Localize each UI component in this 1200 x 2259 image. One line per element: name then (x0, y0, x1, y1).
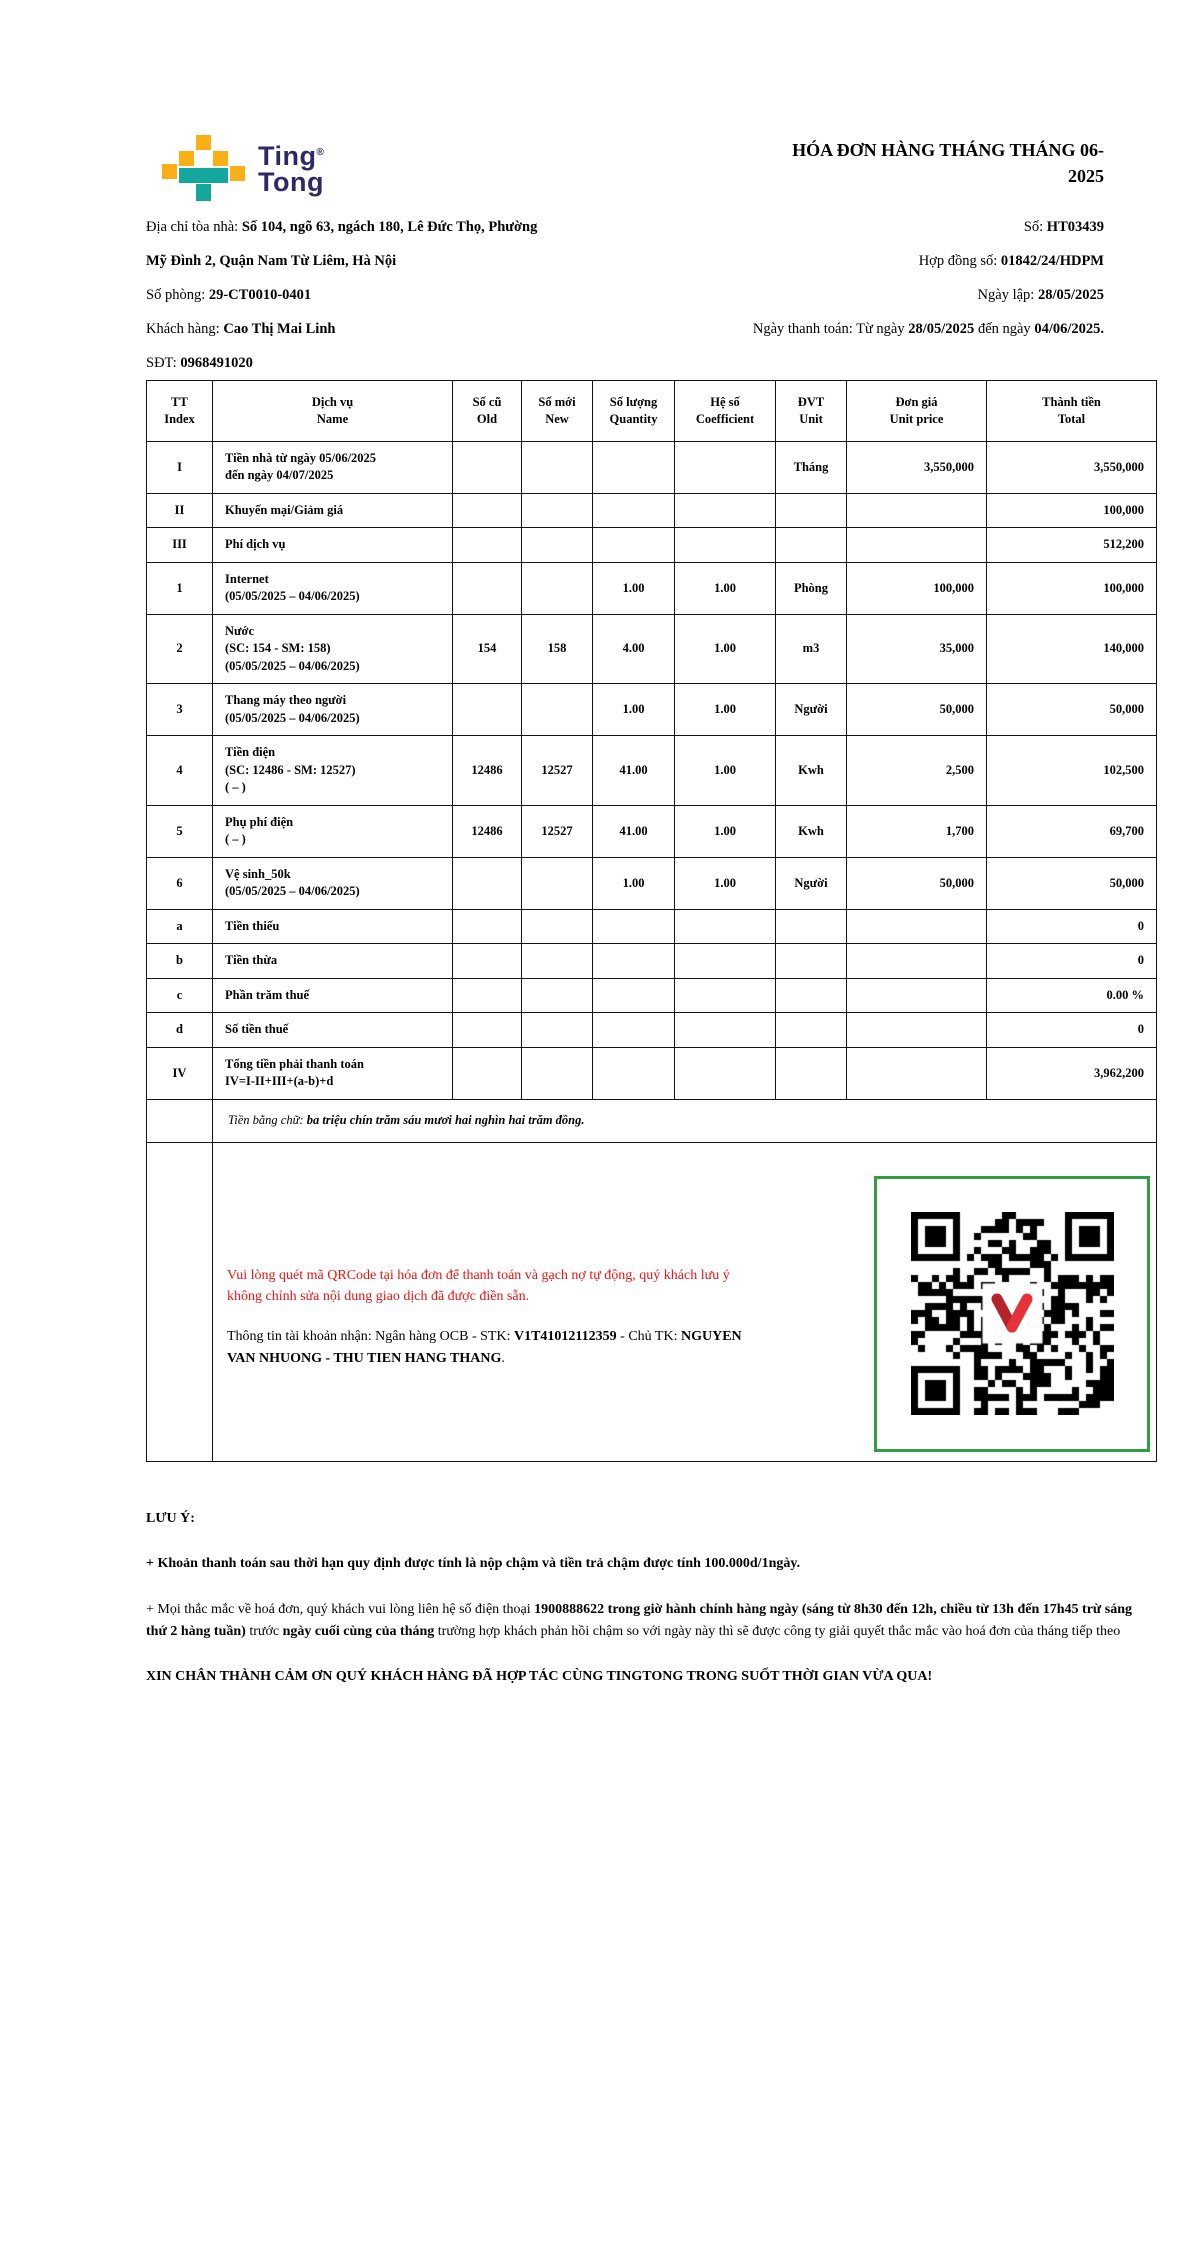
cell-unit (776, 528, 847, 563)
cell-total: 3,550,000 (987, 441, 1157, 493)
contact-note: + Mọi thắc mắc về hoá đơn, quý khách vui lòng liên hệ số điện thoại 1900888622 trong giờ hành chính hàng ngày (sáng từ 8h30 đến 12h, chiều từ 13h đến 17h45 trừ sáng thứ 2 hàng tuần) trước ngày cuối cùng của tháng trường hợp khách phản hồi chậm so với ngày này thì sẽ được công ty giải quyết thắc mắc vào hoá đơn của tháng tiếp theo (146, 1601, 1133, 1639)
col-header-name: Dịch vụ Name (213, 381, 453, 442)
cell-unit: Kwh (776, 805, 847, 857)
cell-unit: Phòng (776, 562, 847, 614)
table-row (147, 614, 1157, 684)
cell-unit: Người (776, 684, 847, 736)
cell-quantity: 1.00 (593, 684, 675, 736)
cell-coefficient: 1.00 (675, 562, 776, 614)
cell-unit (776, 493, 847, 528)
amount-in-words-row (147, 1099, 1157, 1142)
cell-old (453, 493, 522, 528)
building-address-line1: Địa chỉ tòa nhà: Số 104, ngõ 63, ngách 180, Lê Đức Thọ, Phường (146, 219, 538, 235)
cell-coefficient (675, 944, 776, 979)
table-row (147, 736, 1157, 806)
cell-total: 100,000 (987, 562, 1157, 614)
table-row (147, 441, 1157, 493)
cell-old: 12486 (453, 736, 522, 806)
cell-total: 0.00 % (987, 978, 1157, 1013)
cell-old (453, 857, 522, 909)
cell-name: Thang máy theo người (05/05/2025 – 04/06/2025) (213, 684, 453, 736)
cell-name: Tổng tiền phải thanh toán IV=I-II+III+(a-b)+d (213, 1047, 453, 1099)
cell-coefficient (675, 1013, 776, 1048)
invoice-page (146, 0, 1156, 1689)
cell-unit-price: 2,500 (847, 736, 987, 806)
cell-new: 12527 (522, 736, 593, 806)
col-header-quantity: Số lượng Quantity (593, 381, 675, 442)
cell-name: Vệ sinh_50k (05/05/2025 – 04/06/2025) (213, 857, 453, 909)
invoice-table-body (147, 381, 1157, 1100)
tingtong-logo (162, 135, 324, 203)
cell-unit (776, 909, 847, 944)
cell-total: 102,500 (987, 736, 1157, 806)
cell-coefficient (675, 909, 776, 944)
cell-new (522, 909, 593, 944)
table-row (147, 1047, 1157, 1099)
cell-unit: Tháng (776, 441, 847, 493)
cell-total: 0 (987, 1013, 1157, 1048)
page-title: HÓA ĐƠN HÀNG THÁNG THÁNG 06- 2025 (792, 140, 1104, 186)
cell-index (147, 1142, 213, 1461)
payment-instructions (227, 1265, 757, 1388)
col-header-coefficient: Hệ số Coefficient (675, 381, 776, 442)
cell-name: Khuyến mại/Giảm giá (213, 493, 453, 528)
cell-unit-price: 3,550,000 (847, 441, 987, 493)
col-header-old: Số cũ Old (453, 381, 522, 442)
table-row (147, 944, 1157, 979)
cell-new (522, 562, 593, 614)
cell-coefficient: 1.00 (675, 684, 776, 736)
cell-total: 69,700 (987, 805, 1157, 857)
cell-unit (776, 944, 847, 979)
cell-total: 50,000 (987, 857, 1157, 909)
cell-index: II (147, 493, 213, 528)
table-row (147, 857, 1157, 909)
cell-unit (776, 978, 847, 1013)
cell-old (453, 528, 522, 563)
invoice-info (146, 210, 1104, 380)
cell-old: 154 (453, 614, 522, 684)
cell-unit (776, 1013, 847, 1048)
cell-old (453, 1047, 522, 1099)
cell-old (453, 944, 522, 979)
cell-name: Phí dịch vụ (213, 528, 453, 563)
customer-phone: SĐT: 0968491020 (146, 355, 253, 371)
cell-quantity (593, 1047, 675, 1099)
cell-unit-price: 1,700 (847, 805, 987, 857)
cell-unit-price (847, 944, 987, 979)
cell-unit: Kwh (776, 736, 847, 806)
cell-index: IV (147, 1047, 213, 1099)
cell-name: Phần trăm thuế (213, 978, 453, 1013)
cell-old (453, 1013, 522, 1048)
cell-old (453, 441, 522, 493)
cell-new (522, 1047, 593, 1099)
cell-unit-price (847, 1013, 987, 1048)
cell-old: 12486 (453, 805, 522, 857)
cell-unit (776, 1047, 847, 1099)
cell-new (522, 493, 593, 528)
cell-old (453, 978, 522, 1013)
cell-name: Số tiền thuế (213, 1013, 453, 1048)
cell-index: b (147, 944, 213, 979)
cell-name: Phụ phí điện ( – ) (213, 805, 453, 857)
cell-new: 12527 (522, 805, 593, 857)
cell-coefficient (675, 978, 776, 1013)
cell-index: 6 (147, 857, 213, 909)
cell-quantity: 41.00 (593, 805, 675, 857)
cell-index (147, 1099, 213, 1142)
issue-date: Ngày lập: 28/05/2025 (977, 287, 1104, 303)
cell-quantity (593, 493, 675, 528)
registered-mark: ® (316, 147, 325, 158)
cell-new (522, 1013, 593, 1048)
cell-new (522, 528, 593, 563)
cell-total: 512,200 (987, 528, 1157, 563)
cell-quantity (593, 978, 675, 1013)
cell-index: 5 (147, 805, 213, 857)
col-header-unit: ĐVT Unit (776, 381, 847, 442)
cell-index: c (147, 978, 213, 1013)
contract-number: Hợp đồng số: 01842/24/HDPM (918, 253, 1104, 269)
cell-name: Nước (SC: 154 - SM: 158) (05/05/2025 – 04/06/2025) (213, 614, 453, 684)
cell-quantity (593, 528, 675, 563)
table-header-row (147, 381, 1157, 442)
cell-index: 4 (147, 736, 213, 806)
cell-index: 1 (147, 562, 213, 614)
cell-quantity: 1.00 (593, 562, 675, 614)
cell-name: Internet (05/05/2025 – 04/06/2025) (213, 562, 453, 614)
cell-index: I (147, 441, 213, 493)
cell-unit: Người (776, 857, 847, 909)
cell-total: 0 (987, 909, 1157, 944)
customer-name: Khách hàng: Cao Thị Mai Linh (146, 321, 336, 337)
cell-coefficient (675, 493, 776, 528)
cell-quantity (593, 1013, 675, 1048)
cell-new: 158 (522, 614, 593, 684)
invoice-number: Số: HT03439 (1023, 219, 1104, 235)
table-row (147, 909, 1157, 944)
invoice-table (146, 380, 1157, 1462)
cell-coefficient: 1.00 (675, 614, 776, 684)
cell-total: 50,000 (987, 684, 1157, 736)
col-header-total: Thành tiền Total (987, 381, 1157, 442)
customer-info (146, 210, 537, 380)
cell-total: 0 (987, 944, 1157, 979)
cell-unit-price (847, 909, 987, 944)
cell-name: Tiền thừa (213, 944, 453, 979)
cell-unit-price: 100,000 (847, 562, 987, 614)
table-row (147, 1013, 1157, 1048)
account-info: Thông tin tài khoản nhận: Ngân hàng OCB - STK: V1T41012112359 - Chủ TK: NGUYEN VAN NHUONG - THU TIEN HANG THANG. (227, 1329, 742, 1366)
cell-new (522, 857, 593, 909)
cell-new (522, 944, 593, 979)
col-header-index: TT Index (147, 381, 213, 442)
qr-row (147, 1142, 1157, 1461)
cell-quantity (593, 909, 675, 944)
cell-old (453, 684, 522, 736)
cell-unit-price (847, 528, 987, 563)
cell-quantity: 41.00 (593, 736, 675, 806)
invoice-meta (753, 210, 1104, 380)
cell-total: 3,962,200 (987, 1047, 1157, 1099)
red-v-logo-icon (988, 1293, 1036, 1335)
cell-total: 140,000 (987, 614, 1157, 684)
qr-instruction-text: Vui lòng quét mã QRCode tại hóa đơn để thanh toán và gạch nợ tự động, quý khách lưu ý không chỉnh sửa nội dung giao dịch đã được điền sẵn. (227, 1267, 730, 1305)
payment-qr-cell (213, 1142, 1157, 1461)
cell-coefficient: 1.00 (675, 857, 776, 909)
cell-index: 3 (147, 684, 213, 736)
cell-new (522, 978, 593, 1013)
cell-total: 100,000 (987, 493, 1157, 528)
cell-coefficient (675, 1047, 776, 1099)
cell-unit-price (847, 978, 987, 1013)
cell-quantity: 1.00 (593, 857, 675, 909)
table-row (147, 805, 1157, 857)
cell-name: Tiền thiếu (213, 909, 453, 944)
late-payment-note: + Khoản thanh toán sau thời hạn quy định được tính là nộp chậm và tiền trả chậm được tính 100.000d/1ngày. (146, 1556, 801, 1572)
cell-coefficient: 1.00 (675, 805, 776, 857)
cell-name: Tiền điện (SC: 12486 - SM: 12527) ( – ) (213, 736, 453, 806)
table-row (147, 978, 1157, 1013)
cell-new (522, 441, 593, 493)
footer-notes (146, 1508, 1156, 1689)
payment-period: Ngày thanh toán: Từ ngày 28/05/2025 đến ngày 04/06/2025. (752, 321, 1104, 337)
invoice-header (146, 135, 1104, 203)
cell-quantity (593, 944, 675, 979)
notes-heading: LƯU Ý: (146, 1510, 195, 1526)
col-header-unit-price: Đơn giá Unit price (847, 381, 987, 442)
cell-unit-price: 50,000 (847, 684, 987, 736)
table-row (147, 528, 1157, 563)
cell-index: III (147, 528, 213, 563)
cell-quantity (593, 441, 675, 493)
building-address-line2: Mỹ Đình 2, Quận Nam Từ Liêm, Hà Nội (146, 253, 397, 269)
cell-quantity: 4.00 (593, 614, 675, 684)
cell-old (453, 562, 522, 614)
table-row (147, 493, 1157, 528)
cell-coefficient: 1.00 (675, 736, 776, 806)
cell-old (453, 909, 522, 944)
room-number: Số phòng: 29-CT0010-0401 (146, 287, 312, 303)
cell-unit-price: 50,000 (847, 857, 987, 909)
cell-coefficient (675, 528, 776, 563)
cell-index: d (147, 1013, 213, 1048)
thank-you-note: XIN CHÂN THÀNH CẢM ƠN QUÝ KHÁCH HÀNG ĐÃ HỢP TÁC CÙNG TINGTONG TRONG SUỐT THỜI GIAN VỪA QUA! (146, 1669, 933, 1685)
tingtong-logo-icon (162, 135, 248, 203)
table-row (147, 562, 1157, 614)
cell-name: Tiền nhà từ ngày 05/06/2025 đến ngày 04/07/2025 (213, 441, 453, 493)
cell-unit-price (847, 1047, 987, 1099)
qr-code (874, 1176, 1150, 1452)
table-row (147, 684, 1157, 736)
col-header-new: Số mới New (522, 381, 593, 442)
cell-coefficient (675, 441, 776, 493)
cell-index: 2 (147, 614, 213, 684)
cell-unit-price: 35,000 (847, 614, 987, 684)
cell-unit: m3 (776, 614, 847, 684)
tingtong-logo-text: Ting® Tong (258, 141, 325, 197)
cell-index: a (147, 909, 213, 944)
cell-new (522, 684, 593, 736)
cell-unit-price (847, 493, 987, 528)
amount-in-words: Tiền bằng chữ: ba triệu chín trăm sáu mươi hai nghìn hai trăm đồng. (213, 1099, 1157, 1142)
